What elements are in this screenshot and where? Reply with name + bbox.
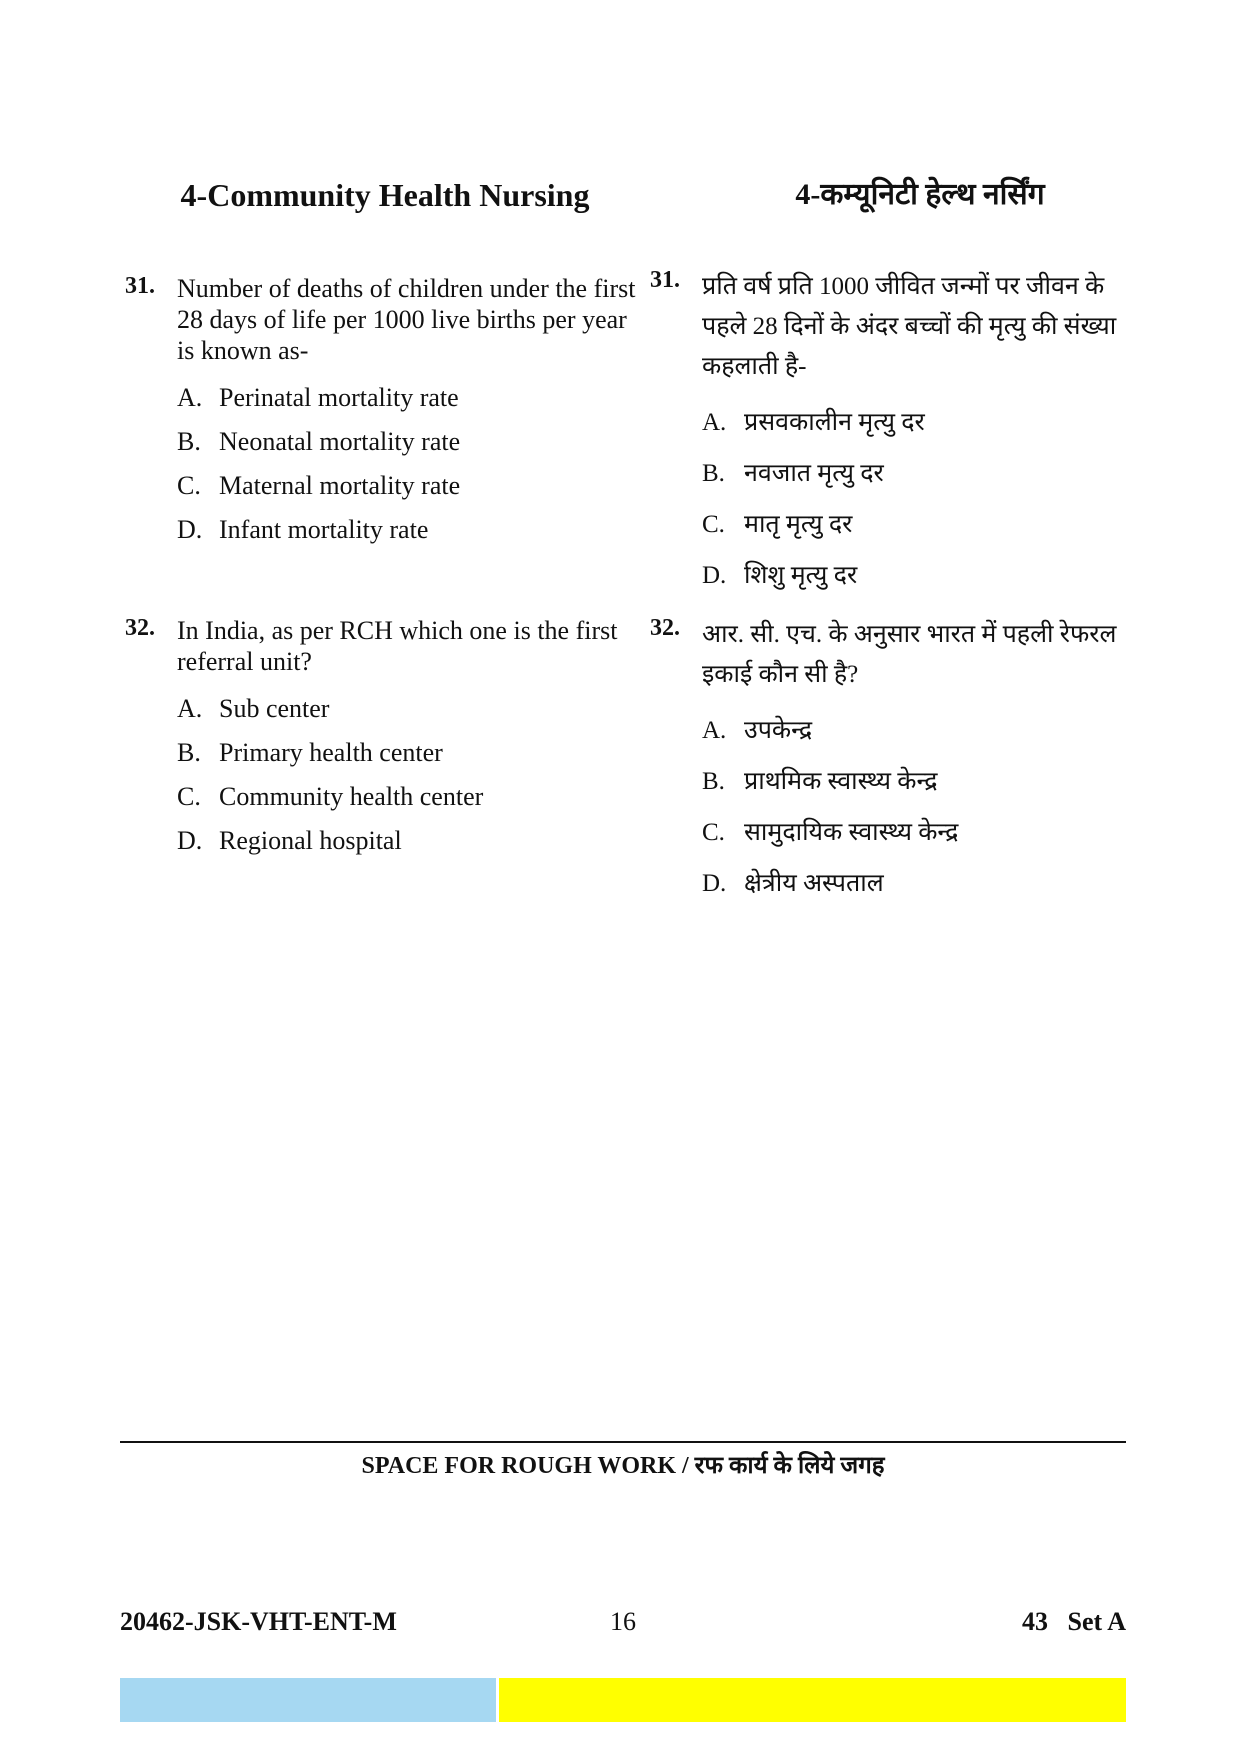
- question-text: Number of deaths of children under the first 28 days of life per 1000 live births per year is known as-: [177, 274, 636, 365]
- question-31-hindi: [650, 267, 1140, 601]
- option-b: B. प्राथमिक स्वास्थ्य केन्द्र: [702, 768, 938, 795]
- english-column: [125, 175, 640, 855]
- page-footer: [120, 1607, 1126, 1647]
- option-c: C. Maternal mortality rate: [177, 471, 461, 500]
- question-text: आर. सी. एच. के अनुसार भारत में पहली रेफरल इकाई कौन सी है?: [702, 621, 1117, 688]
- rough-work-divider: [120, 1441, 1126, 1443]
- question-32-english: [125, 615, 640, 863]
- option-a: A. प्रसवकालीन मृत्यु दर: [702, 409, 925, 436]
- rough-work-label: SPACE FOR ROUGH WORK / रफ कार्य के लिये जगह: [361, 1453, 885, 1479]
- option-d: D. Infant mortality rate: [177, 515, 429, 544]
- option-c: C. मातृ मृत्यु दर: [702, 511, 853, 538]
- paper-code: 20462-JSK-VHT-ENT-M: [120, 1607, 397, 1636]
- color-bar-left: [120, 1678, 496, 1722]
- set-label: 43 Set A: [1022, 1607, 1126, 1636]
- option-d: D. क्षेत्रीय अस्पताल: [702, 870, 884, 897]
- question-32-hindi: [650, 615, 1140, 909]
- option-a: A. उपकेन्द्र: [702, 717, 813, 744]
- question-text: In India, as per RCH which one is the first referral unit?: [177, 616, 618, 676]
- option-b: B. Primary health center: [177, 738, 443, 767]
- option-c: C. सामुदायिक स्वास्थ्य केन्द्र: [702, 819, 959, 846]
- question-number: 32.: [125, 615, 155, 641]
- page-number: 16: [610, 1607, 636, 1636]
- option-c: C. Community health center: [177, 782, 484, 811]
- options-list: [702, 705, 1140, 909]
- options-list: [177, 376, 640, 552]
- option-b: B. नवजात मृत्यु दर: [702, 460, 884, 487]
- option-a: A. Perinatal mortality rate: [177, 383, 459, 412]
- color-bar-right: [499, 1678, 1126, 1722]
- option-a: A. Sub center: [177, 694, 330, 723]
- option-d: D. Regional hospital: [177, 826, 402, 855]
- question-31-english: [125, 273, 640, 552]
- option-b: B. Neonatal mortality rate: [177, 427, 461, 456]
- question-number: 31.: [125, 273, 155, 299]
- question-text: प्रति वर्ष प्रति 1000 जीवित जन्मों पर जीवन के पहले 28 दिनों के अंदर बच्चों की मृत्यु की संख्या कहलाती है-: [702, 273, 1117, 380]
- question-number: 31.: [650, 267, 680, 293]
- section-title-hindi: 4-कम्यूनिटी हेल्थ नर्सिंग: [795, 178, 1045, 211]
- section-title-english: 4-Community Health Nursing: [180, 177, 590, 213]
- options-list: [177, 687, 640, 863]
- option-d: D. शिशु मृत्यु दर: [702, 562, 858, 589]
- options-list: [702, 397, 1140, 601]
- hindi-column: [650, 175, 1140, 897]
- question-number: 32.: [650, 615, 680, 641]
